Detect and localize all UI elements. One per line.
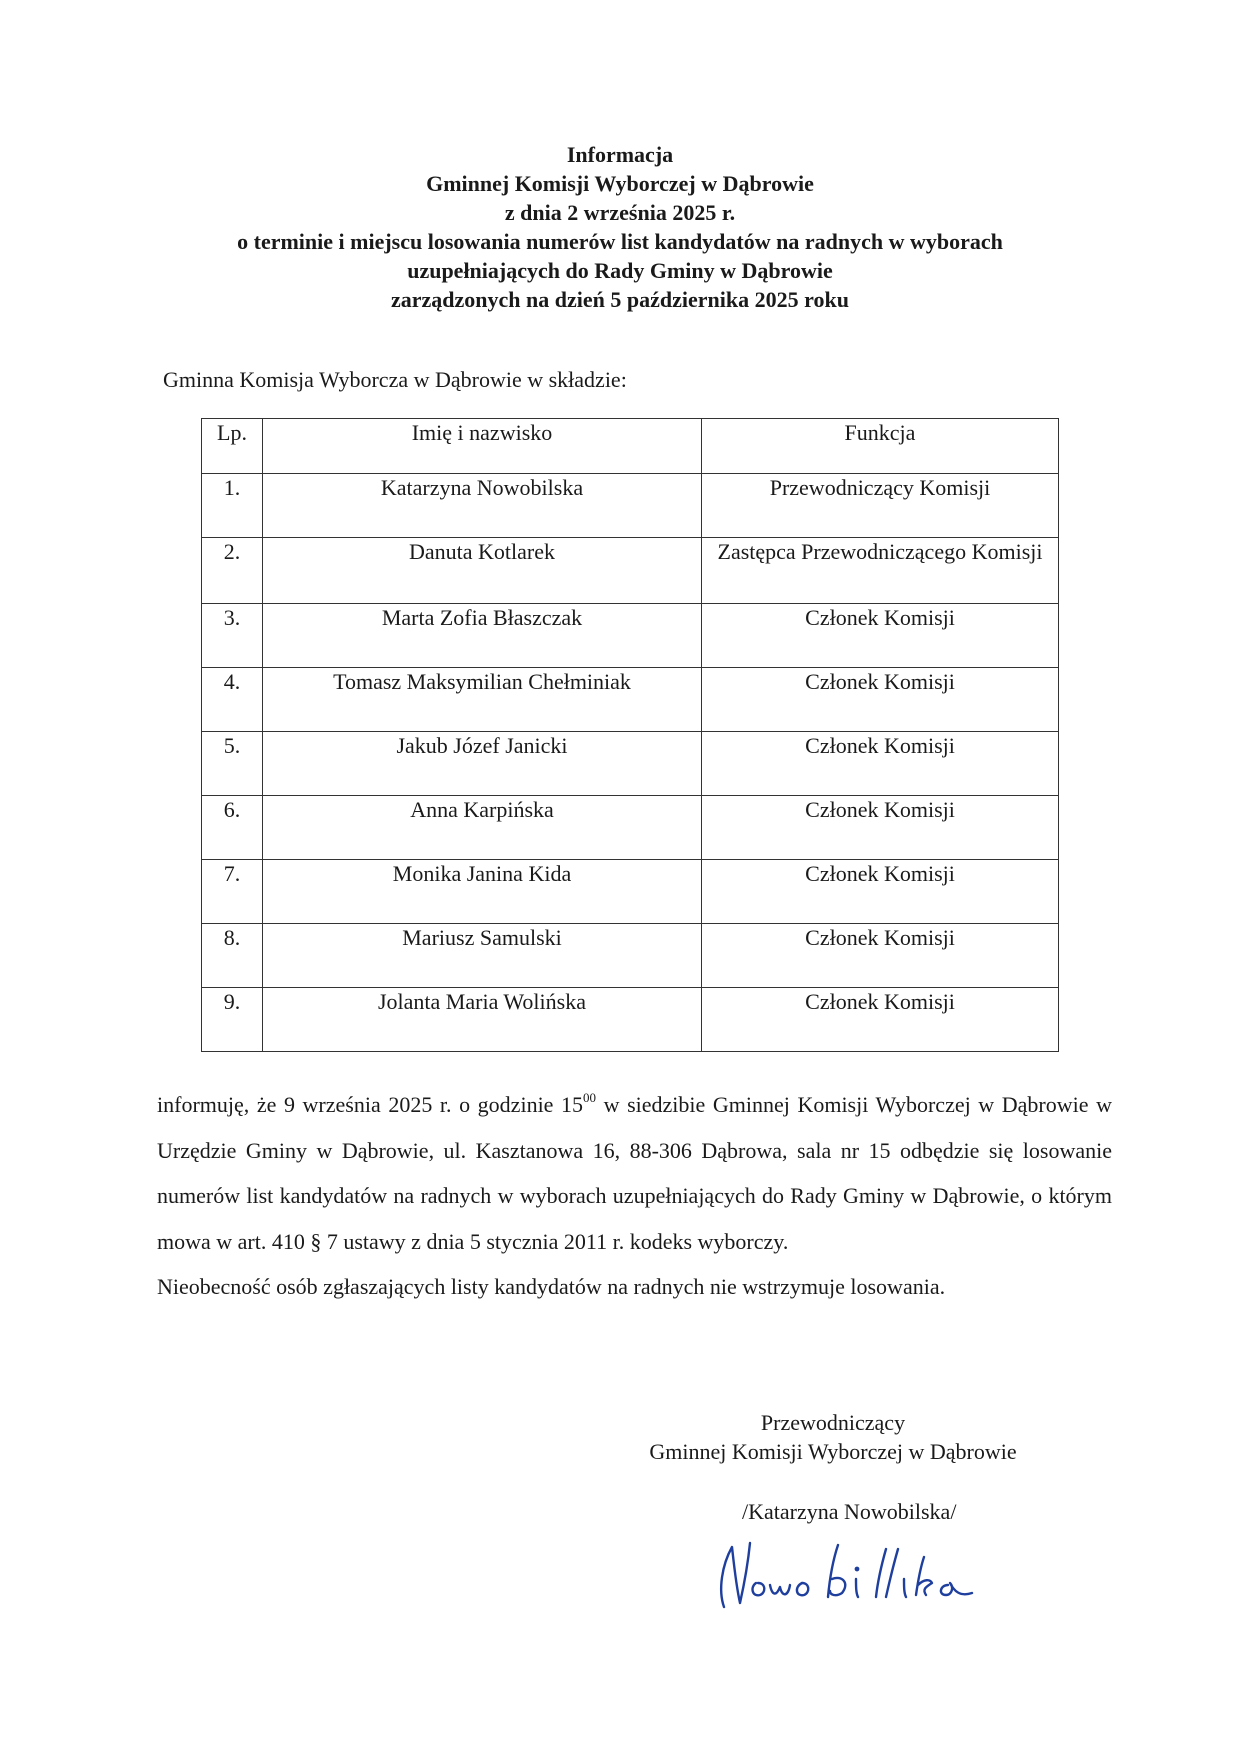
table-row [202, 796, 1059, 860]
header-date: z dnia 2 września 2025 r. [504, 200, 736, 225]
header-title: Informacja [566, 142, 674, 167]
row-function: Członek Komisji [702, 668, 1059, 732]
time-minutes-superscript: 00 [583, 1089, 597, 1105]
column-header-name: Imię i nazwisko [263, 419, 702, 474]
row-lp: 1. [202, 474, 263, 538]
table-row [202, 538, 1059, 604]
row-lp: 3. [202, 604, 263, 668]
row-name: Jakub Józef Janicki [263, 732, 702, 796]
row-lp: 9. [202, 988, 263, 1052]
commission-members-table [201, 418, 1059, 1052]
column-header-lp: Lp. [202, 419, 263, 474]
row-lp: 7. [202, 860, 263, 924]
table-header-row [202, 419, 1059, 474]
header-subject-line1: o terminie i miejscu losowania numerów list kandydatów na radnych w wyborach [237, 229, 1003, 254]
row-function: Członek Komisji [702, 604, 1059, 668]
header-subject-line3: zarządzonych na dzień 5 października 2025 roku [391, 287, 849, 312]
handwritten-signature [710, 1535, 980, 1615]
row-lp: 5. [202, 732, 263, 796]
signatory-name: /Katarzyna Nowobilska/ [742, 1499, 957, 1524]
table-row [202, 474, 1059, 538]
header-subject-line2: uzupełniających do Rady Gminy w Dąbrowie [407, 258, 833, 283]
table-row [202, 988, 1059, 1052]
document-header [140, 140, 1100, 314]
row-function: Członek Komisji [702, 924, 1059, 988]
row-name: Anna Karpińska [263, 796, 702, 860]
row-name: Tomasz Maksymilian Chełminiak [263, 668, 702, 732]
table-row [202, 924, 1059, 988]
header-issuer: Gminnej Komisji Wyborczej w Dąbrowie [426, 171, 814, 196]
table-row [202, 860, 1059, 924]
row-name: Monika Janina Kida [263, 860, 702, 924]
row-name: Katarzyna Nowobilska [263, 474, 702, 538]
row-function: Członek Komisji [702, 796, 1059, 860]
row-name: Mariusz Samulski [263, 924, 702, 988]
row-function: Członek Komisji [702, 860, 1059, 924]
row-name: Jolanta Maria Wolińska [263, 988, 702, 1052]
row-lp: 2. [202, 538, 263, 604]
row-lp: 6. [202, 796, 263, 860]
absence-note: Nieobecność osób zgłaszających listy kandydatów na radnych nie wstrzymuje losowania. [157, 1274, 946, 1300]
row-function: Członek Komisji [702, 988, 1059, 1052]
table-row [202, 668, 1059, 732]
announcement-text-part2: w siedzibie Gminnej Komisji Wyborczej w Dąbrowie w Urzędzie Gminy w Dąbrowie, ul. Kasztanowa 16, 88-306 Dąbrowa, sala nr 15 odbędzie się losowanie numerów list kandydatów na radnych w wyborach uzupełniających do Rady Gminy w Dąbrowie, o którym mowa w art. 410 § 7 ustawy z dnia 5 stycznia 2011 r. kodeks wyborczy. [157, 1092, 1112, 1254]
row-lp: 4. [202, 668, 263, 732]
row-function: Przewodniczący Komisji [702, 474, 1059, 538]
commission-intro: Gminna Komisja Wyborcza w Dąbrowie w składzie: [163, 367, 627, 392]
row-function: Zastępca Przewodniczącego Komisji [702, 538, 1059, 604]
row-function: Członek Komisji [702, 732, 1059, 796]
announcement-paragraph [157, 1082, 1112, 1264]
announcement-body [157, 1082, 1112, 1310]
signatory-organization: Gminnej Komisji Wyborczej w Dąbrowie [649, 1439, 1017, 1464]
row-lp: 8. [202, 924, 263, 988]
signature-block [598, 1408, 1068, 1466]
signatory-title: Przewodniczący [760, 1410, 906, 1435]
row-name: Danuta Kotlarek [263, 538, 702, 604]
column-header-function: Funkcja [702, 419, 1059, 474]
table-row [202, 604, 1059, 668]
row-name: Marta Zofia Błaszczak [263, 604, 702, 668]
announcement-text-part1: informuję, że 9 września 2025 r. o godzinie 15 [157, 1092, 584, 1117]
table-row [202, 732, 1059, 796]
